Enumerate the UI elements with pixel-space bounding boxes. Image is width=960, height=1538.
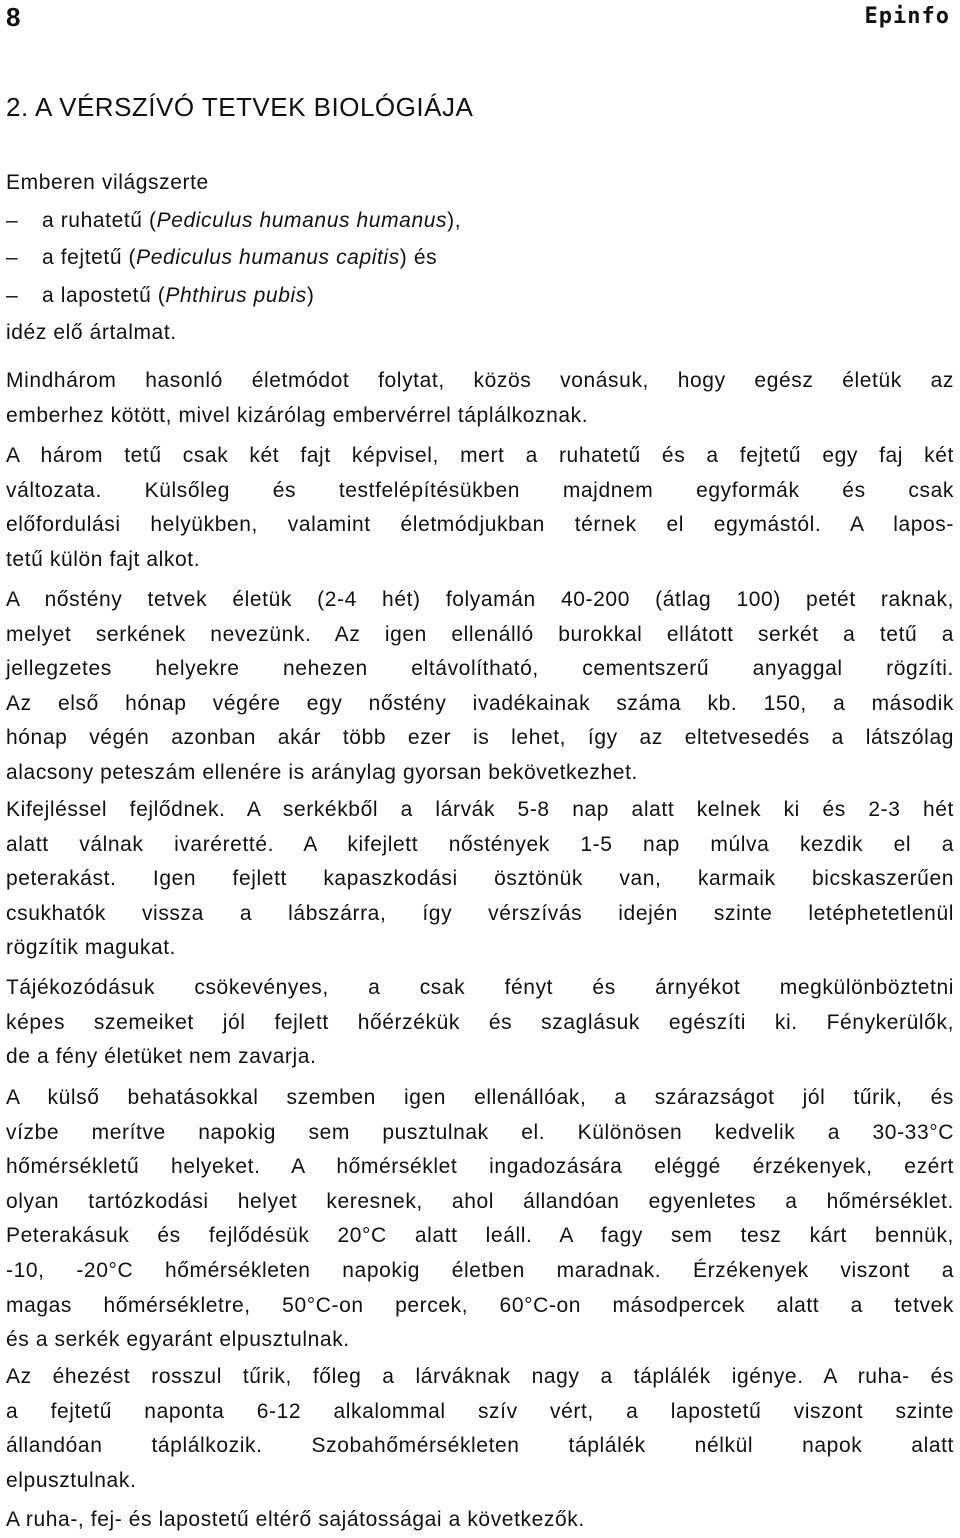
intro-lead: Emberen világszerte — [6, 171, 209, 194]
list-item — [6, 202, 954, 240]
dash-bullet: – — [6, 246, 19, 269]
paragraph-8 — [6, 1503, 954, 1538]
paragraph-line: emberhez kötött, mivel kizárólag embervérrel táplálkoznak. — [6, 403, 589, 427]
paragraph-line: A ruha-, fej- és lapostetű eltérő sajátosságai a következők. — [6, 1508, 585, 1531]
paragraph-line: Tájékozódásuk csökevényes, a csak fényt és árnyékot megkülönböztetni — [6, 976, 954, 999]
paragraph-line: Kifejléssel fejlődnek. A serkékből a lárvák 5-8 nap alatt kelnek ki és 2-3 hét — [6, 798, 954, 821]
paragraph-line: és a serkék egyaránt elpusztulnak. — [6, 1328, 350, 1352]
paragraph-line: melyet serkének nevezünk. Az igen ellenálló burokkal ellátott serkét a tetű a — [6, 622, 954, 646]
paragraph-line: állandóan táplálkozik. Szobahőmérsékleten táplálék nélkül napok alatt — [6, 1434, 954, 1458]
paragraph-line: magas hőmérsékletre, 50°C-on percek, 60°C-on másodpercek alatt a tetvek — [6, 1293, 954, 1317]
section-title: 2. A VÉRSZÍVÓ TETVEK BIOLÓGIÁJA — [6, 92, 474, 122]
list-item-suffix: ), — [447, 208, 462, 232]
paragraph-2 — [6, 439, 954, 577]
list-item-text: a lapostetű ( — [42, 283, 166, 307]
latin-name: Phthirus pubis — [165, 283, 307, 307]
paragraph-line: olyan tartózkodási helyet keresnek, ahol állandóan egyenletes a hőmérséklet. — [6, 1189, 954, 1213]
paragraph-1 — [6, 364, 954, 433]
paragraph-line: jellegzetes helyekre nehezen eltávolítható, cementszerű anyaggal rögzíti. — [6, 657, 954, 681]
paragraph-line: A három tetű csak két fajt képvisel, mert a ruhatetű és a fejtetű egy faj két — [6, 444, 954, 467]
paragraph-line: hőmérsékletű helyeket. A hőmérséklet ingadozására eléggé érzékenyek, ezért — [6, 1155, 954, 1179]
page-number: 8 — [6, 2, 21, 32]
list-item-text: a fejtetű ( — [42, 246, 137, 269]
paragraph-line: de a fény életüket nem zavarja. — [6, 1045, 317, 1069]
paragraph-7 — [6, 1360, 954, 1498]
list-item-suffix: ) és — [399, 246, 438, 269]
latin-name: Pediculus humanus capitis — [136, 246, 400, 269]
paragraph-line: Az első hónap végére egy nőstény ivadékainak száma kb. 150, a második — [6, 691, 954, 715]
paragraph-line: előfordulási helyükben, valamint életmódjukban térnek el egymástól. A lapos- — [6, 513, 954, 537]
paragraph-line: alatt válnak ivaréretté. A kifejlett nőstények 1-5 nap múlva kezdik el a — [6, 832, 954, 856]
paragraph-line: képes szemeiket jól fejlett hőérzékük és szaglásuk egészíti ki. Fénykerülők, — [6, 1010, 954, 1034]
paragraph-line: Mindhárom hasonló életmódot folytat, közös vonásuk, hogy egész életük az — [6, 369, 954, 392]
list-item-text: a ruhatetű ( — [42, 208, 157, 232]
paragraph-line: csukhatók vissza a lábszárra, így vérszívás idején szinte letéphetetlenül — [6, 901, 954, 925]
dash-bullet: – — [6, 208, 19, 232]
paragraph-6 — [6, 1081, 954, 1358]
paragraph-line: rögzítik magukat. — [6, 936, 177, 960]
paragraph-line: -10, -20°C hőmérsékleten napokig életben maradnak. Érzékenyek viszont a — [6, 1258, 954, 1282]
intro-block — [6, 164, 954, 352]
paragraph-line: tetű külön fajt alkot. — [6, 547, 201, 571]
paragraph-line: alacsony peteszám ellenére is aránylag gyorsan bekövetkezhet. — [6, 760, 638, 784]
dash-bullet: – — [6, 283, 19, 307]
latin-name: Pediculus humanus humanus — [156, 208, 448, 232]
paragraph-line: a fejtetű naponta 6-12 alkalommal szív vért, a lapostetű viszont szinte — [6, 1399, 954, 1423]
paragraph-line: Peterakásuk és fejlődésük 20°C alatt leáll. A fagy sem tesz kárt bennük, — [6, 1224, 954, 1248]
list-item — [6, 239, 954, 277]
paragraph-line: hónap végén azonban akár több ezer is lehet, így az eltetvesedés a látszólag — [6, 726, 954, 750]
list-item — [6, 277, 954, 315]
paragraph-5 — [6, 971, 954, 1075]
paragraph-line: A külső behatásokkal szemben igen ellenállóak, a szárazságot jól tűrik, és — [6, 1086, 954, 1109]
paragraph-line: változata. Külsőleg és testfelépítésükben majdnem egyformák és csak — [6, 478, 954, 502]
paragraph-line: elpusztulnak. — [6, 1468, 137, 1492]
list-item-suffix: ) — [306, 283, 315, 307]
paragraph-line: A nőstény tetvek életük (2-4 hét) folyamán 40-200 (átlag 100) petét raknak, — [6, 588, 954, 611]
paragraph-line: Az éhezést rosszul tűrik, főleg a lárváknak nagy a táplálék igénye. A ruha- és — [6, 1365, 954, 1388]
paragraph-3 — [6, 583, 954, 791]
brand-logo: Epinfo — [864, 4, 950, 29]
paragraph-4 — [6, 793, 954, 966]
intro-tail: idéz elő ártalmat. — [6, 321, 177, 344]
paragraph-line: vízbe merítve napokig sem pusztulnak el. Különösen kedvelik a 30-33°C — [6, 1120, 954, 1144]
paragraph-line: peterakást. Igen fejlett kapaszkodási ösztönük van, karmaik bicskaszerűen — [6, 867, 954, 891]
